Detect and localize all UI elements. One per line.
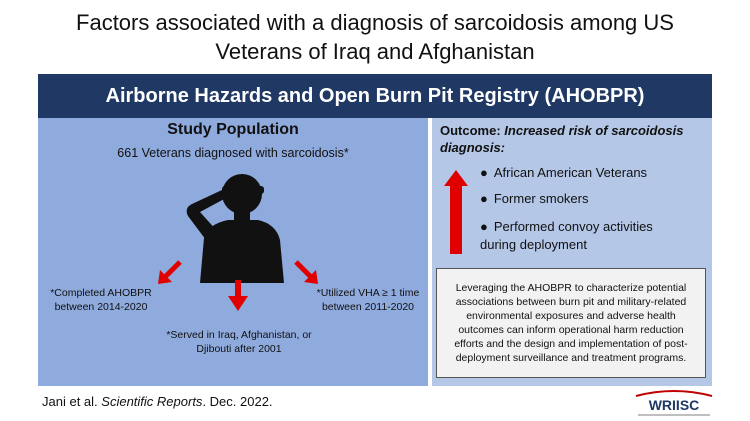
criterion-vha	[310, 286, 426, 314]
citation-date: . Dec. 2022.	[202, 394, 273, 409]
study-heading: Study Population	[167, 121, 299, 138]
criterion-served-line2: Djibouti after 2001	[196, 343, 282, 355]
criterion-vha-line2: between 2011-2020	[321, 301, 415, 313]
criterion-ahobpr	[42, 286, 160, 314]
outcome-item-text: during deployment	[480, 237, 587, 252]
outcome-item-text: Performed convoy activities	[493, 219, 653, 234]
arrow-down-right-icon	[292, 258, 320, 286]
outcome-label: Outcome:	[440, 123, 501, 138]
outcome-item	[480, 190, 588, 208]
criterion-vha-line1: *Utilized VHA ≥ 1 time	[316, 287, 420, 299]
bullet-icon: ●	[480, 165, 488, 180]
wriisc-logo	[632, 388, 716, 418]
criterion-ahobpr-line2: between 2014-2020	[54, 301, 148, 313]
outcome-item	[480, 218, 653, 236]
outcome-text-1: Increased risk of sarcoidosis	[504, 123, 684, 138]
banner-text: Airborne Hazards and Open Burn Pit Registry (AHOBPR)	[105, 84, 645, 107]
outcome-heading	[440, 122, 708, 156]
criterion-served-line1: *Served in Iraq, Afghanistan, or	[166, 329, 312, 341]
outcome-text-2: diagnosis:	[440, 140, 506, 155]
criterion-served	[156, 328, 322, 356]
outcome-item-continued	[480, 236, 587, 254]
bullet-icon: ●	[480, 191, 488, 206]
outcome-item-text: African American Veterans	[493, 165, 648, 180]
citation	[42, 394, 273, 409]
outcome-item-text: Former smokers	[493, 191, 589, 206]
title-line-2: Veterans of Iraq and Afghanistan	[215, 39, 535, 64]
saluting-soldier-icon	[178, 168, 298, 283]
title-line-1: Factors associated with a diagnosis of sarcoidosis among US	[76, 10, 674, 35]
arrow-down-left-icon	[156, 258, 184, 286]
bullet-icon: ●	[480, 219, 488, 234]
logo-text: WRIISC	[648, 397, 700, 413]
citation-journal: Scientific Reports	[101, 394, 203, 409]
arrow-down-icon	[226, 280, 250, 312]
summary-box	[436, 268, 706, 378]
summary-text: Leveraging the AHOBPR to characterize potential associations between burn pit and military-related environmental exposures and adverse health outcomes can inform operational harm reduction efforts and the design and implementation of post-deployment surveillance and treatment programs.	[454, 282, 688, 364]
outcome-item	[480, 164, 647, 182]
study-subheading: 661 Veterans diagnosed with sarcoidosis*	[117, 146, 349, 160]
study-population-panel	[38, 118, 428, 386]
page-title	[0, 8, 750, 66]
registry-banner	[38, 74, 712, 118]
arrow-up-icon	[444, 170, 468, 254]
citation-authors: Jani et al.	[42, 394, 98, 409]
criterion-ahobpr-line1: *Completed AHOBPR	[50, 287, 152, 299]
